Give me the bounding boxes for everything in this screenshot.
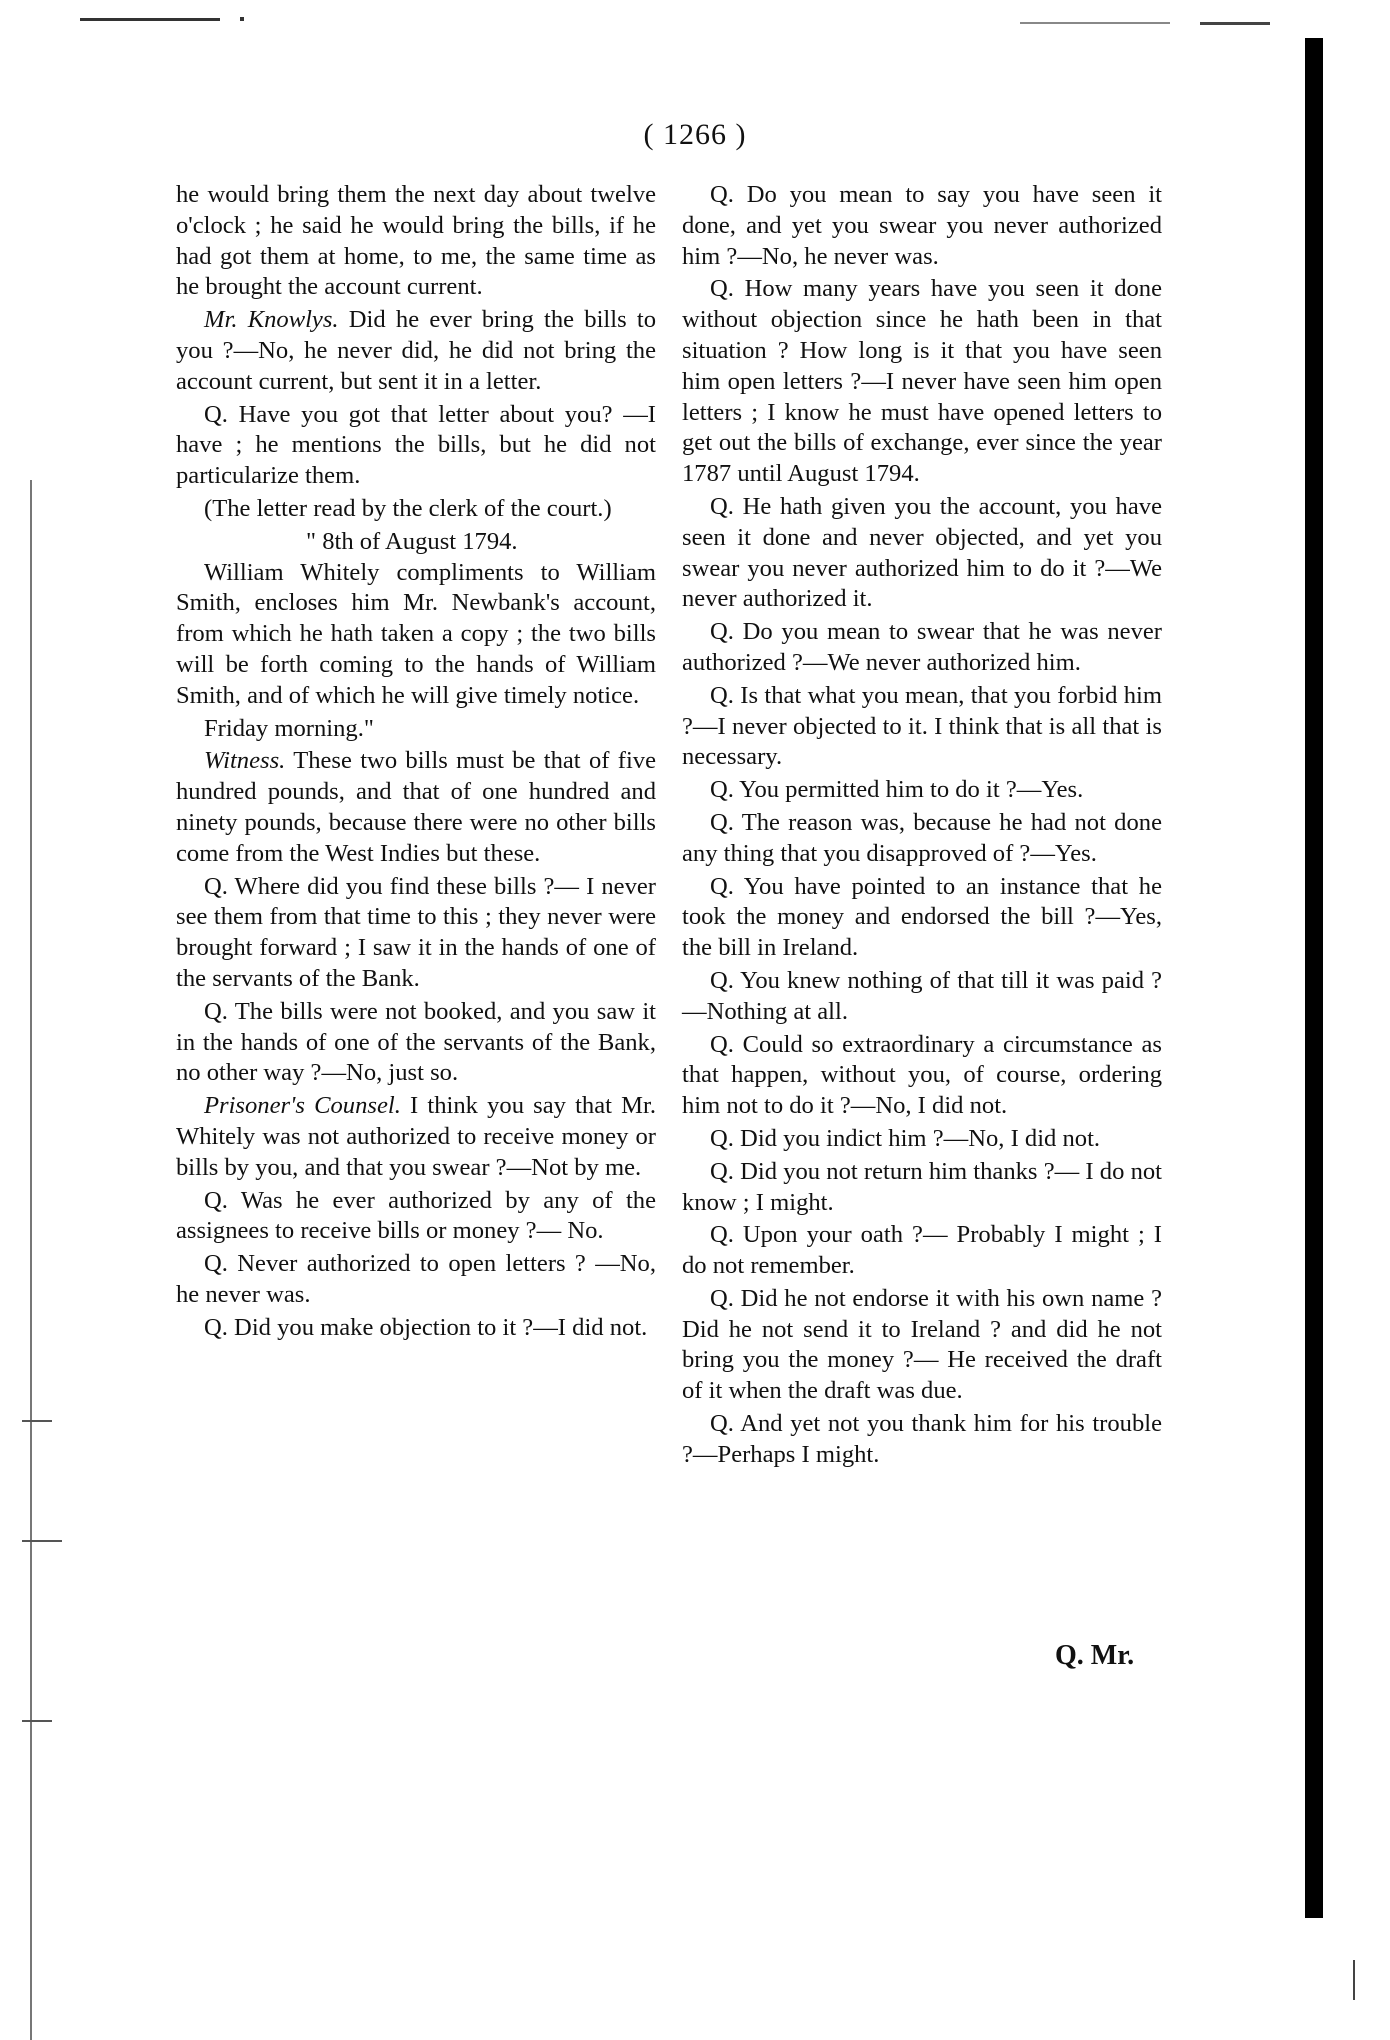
paragraph <box>176 872 656 995</box>
scan-artifact-top-right-dash <box>1200 22 1270 25</box>
paragraph-text: Q. Do you mean to say you have seen it done, and yet you swear you never authorized him ?—No, he never was. <box>682 181 1162 270</box>
paragraph <box>682 775 1162 806</box>
scan-artifact-bottom-tick <box>1353 1960 1355 2000</box>
paragraph <box>176 1091 656 1183</box>
speaker-label: Prisoner's Counsel. <box>204 1092 401 1120</box>
paragraph <box>682 966 1162 1028</box>
scan-artifact-top-left-dot <box>240 17 244 21</box>
page-number: ( 1266 ) <box>643 118 747 151</box>
margin-tick <box>22 1420 52 1422</box>
speaker-label: Mr. Knowlys. <box>204 306 339 334</box>
paragraph-text: Q. Upon your oath ?— Probably I might ; I do not remember. <box>682 1221 1162 1280</box>
paragraph <box>176 558 656 712</box>
paragraph <box>682 1220 1162 1282</box>
paragraph-text: Q. The bills were not booked, and you saw it in the hands of one of the servants of the Bank, no other way ?—No, just so. <box>176 997 656 1087</box>
paragraph <box>682 808 1162 870</box>
paragraph-text: Q. Did you indict him ?—No, I did not. <box>710 1124 1101 1152</box>
paragraph <box>682 1409 1162 1471</box>
paragraph <box>682 1124 1162 1155</box>
margin-tick <box>22 1720 52 1722</box>
paragraph <box>176 997 656 1089</box>
paragraph <box>682 872 1162 964</box>
paragraph-text: These two bills must be that of five hundred pounds, and that of one hundred and ninety pounds, because there were no other bills come from the West Indies but these. <box>176 747 656 867</box>
paragraph-text: Q. Did you make objection to it ?—I did not. <box>204 1313 648 1341</box>
paragraph <box>176 1186 656 1248</box>
paragraph <box>682 1030 1162 1122</box>
paragraph <box>682 681 1162 773</box>
paragraph-text: Q. Have you got that letter about you? —I have ; he mentions the bills, but he did not particularize them. <box>176 400 656 490</box>
paragraph-text: Q. Was he ever authorized by any of the assignees to receive bills or money ?— No. <box>176 1186 656 1245</box>
paragraph-text: Q. You have pointed to an instance that he took the money and endorsed the bill ?—Yes, the bill in Ireland. <box>682 872 1162 962</box>
paragraph-text: Q. And yet not you thank him for his trouble ?—Perhaps I might. <box>682 1410 1162 1468</box>
binding-shadow-bar <box>1305 38 1323 1918</box>
paragraph-text: Q. He hath given you the account, you have seen it done and never objected, and yet you swear you never authorized him to do it ?—We never authorized it. <box>682 492 1162 613</box>
paragraph-text: (The letter read by the clerk of the court.) <box>204 494 612 522</box>
paragraph-text: Q. How many years have you seen it done without objection since he hath been in that situation ? How long is it that you have seen him open letters ?—I never have seen him open letters ; I know he must have opened letters to get out the bills of exchange, ever since the year 1787 until August 1794. <box>682 275 1162 488</box>
paragraph <box>176 714 656 745</box>
paragraph <box>176 746 656 869</box>
paragraph-text: " 8th of August 1794. <box>306 527 518 555</box>
paragraph <box>176 180 656 303</box>
paragraph-text: Q. Is that what you mean, that you forbid him ?—I never objected to it. I think that is all that is necessary. <box>682 681 1162 771</box>
speaker-label: Witness. <box>204 747 286 775</box>
paragraph <box>682 1284 1162 1407</box>
scan-artifact-top-right <box>1020 22 1170 24</box>
paragraph-text: Q. You knew nothing of that till it was paid ?—Nothing at all. <box>682 966 1162 1025</box>
paragraph <box>176 400 656 492</box>
paragraph-text: Q. The reason was, because he had not done any thing that you disapproved of ?—Yes. <box>682 808 1162 867</box>
paragraph <box>176 527 656 558</box>
catchword: Q. Mr. <box>1055 1640 1135 1671</box>
scan-artifact-top-left <box>80 18 220 21</box>
paragraph-text: Q. Did he not endorse it with his own name ? Did he not send it to Ireland ? and did he not bring you the money ?— He received the draft of it when the draft was due. <box>682 1284 1162 1405</box>
paragraph-text: Q. Did you not return him thanks ?— I do not know ; I might. <box>682 1157 1162 1216</box>
paragraph <box>682 1157 1162 1219</box>
paragraph <box>176 1313 656 1344</box>
paragraph-text: Q. Could so extraordinary a circumstance as that happen, without you, of course, ordering him not to do it ?—No, I did not. <box>682 1030 1162 1120</box>
paragraph-text: he would bring them the next day about twelve o'clock ; he said he would bring the bills, if he had got them at home, to me, the same time as he brought the account current. <box>176 181 656 301</box>
paragraph-text: Friday morning." <box>204 714 374 742</box>
paragraph <box>176 494 656 525</box>
paragraph-text: Q. Do you mean to swear that he was never authorized ?—We never authorized him. <box>682 618 1162 676</box>
right-column <box>682 180 1162 1473</box>
paragraph <box>176 1249 656 1311</box>
paragraph-text: I think you say that Mr. Whitely was not authorized to receive money or bills by you, and that you swear ?—Not by me. <box>176 1092 656 1181</box>
paragraph <box>682 617 1162 679</box>
paragraph-text: Did he ever bring the bills to you ?—No, he never did, he did not bring the account current, but sent it in a letter. <box>176 306 656 395</box>
paragraph-text: William Whitely compliments to William Smith, encloses him Mr. Newbank's account, from which he hath taken a copy ; the two bills will be forth coming to the hands of William Smith, and of which he will give timely notice. <box>176 558 656 709</box>
margin-tick <box>22 1540 62 1542</box>
left-margin-line <box>30 480 32 2040</box>
paragraph <box>682 274 1162 490</box>
paragraph-text: Q. Never authorized to open letters ? —No, he never was. <box>176 1250 656 1308</box>
paragraph <box>176 305 656 397</box>
left-column <box>176 180 656 1345</box>
paragraph <box>682 492 1162 615</box>
paragraph <box>682 180 1162 272</box>
paragraph-text: Q. Where did you find these bills ?— I never see them from that time to this ; they never were brought forward ; I saw it in the hands of one of the servants of the Bank. <box>176 872 656 992</box>
paragraph-text: Q. You permitted him to do it ?—Yes. <box>710 776 1084 804</box>
